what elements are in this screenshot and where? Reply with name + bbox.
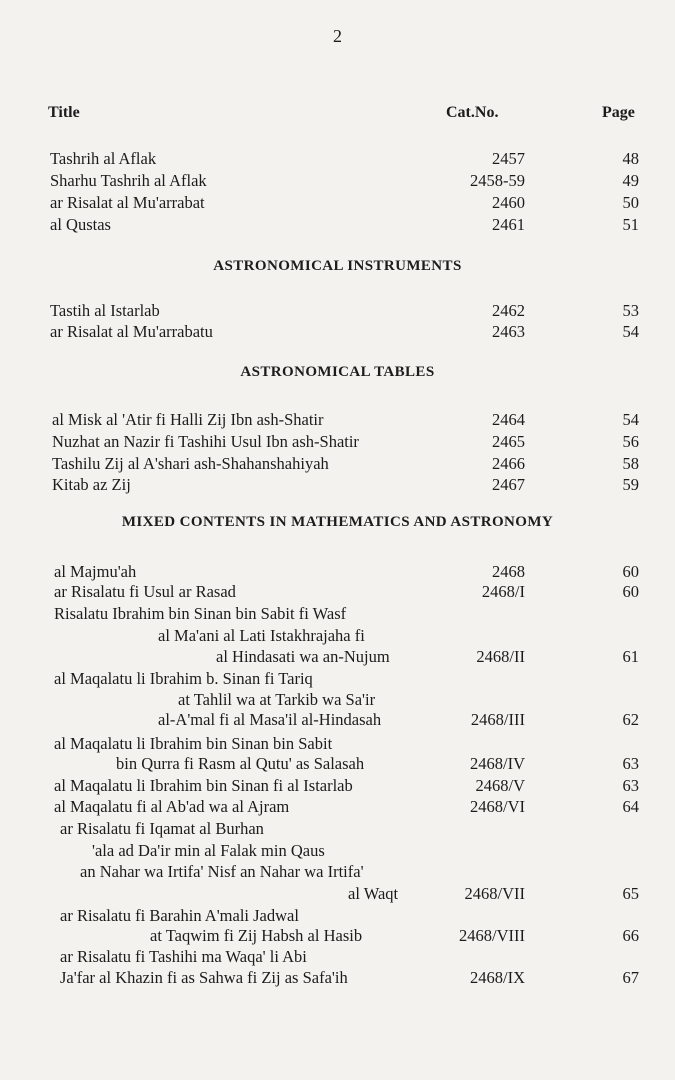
entry-title: ar Risalatu fi Tashihi ma Waqa' li Abi (60, 947, 307, 966)
section-heading: ASTRONOMICAL INSTRUMENTS (213, 258, 462, 274)
entry-title: ar Risalatu fi Iqamat al Burhan (60, 819, 264, 838)
entry-page: 59 (622, 475, 639, 494)
entry-title: al Qustas (50, 215, 111, 234)
entry-page: 64 (622, 797, 639, 816)
entry-page: 60 (622, 582, 639, 601)
list-item-continuation (0, 967, 675, 989)
page-number: 2 (333, 26, 342, 46)
list-item-continuation (0, 753, 675, 775)
entry-page: 58 (622, 454, 639, 473)
list-item (0, 581, 675, 603)
entry-title: at Tahlil wa at Tarkib wa Sa'ir (178, 690, 376, 709)
list-item (0, 300, 675, 322)
list-item (0, 668, 675, 690)
entry-page: 54 (622, 410, 639, 429)
list-item (0, 796, 675, 818)
list-item (0, 170, 675, 192)
list-item-continuation (0, 861, 675, 883)
entry-title: ar Risalatu fi Barahin A'mali Jadwal (60, 906, 299, 925)
entry-page: 63 (622, 776, 639, 795)
list-item-continuation (0, 646, 675, 668)
entry-page: 48 (622, 149, 639, 168)
list-item-continuation (0, 925, 675, 947)
entry-page: 56 (622, 432, 639, 451)
entry-title: Nuzhat an Nazir fi Tashihi Usul Ibn ash-Shatir (52, 432, 359, 451)
entry-cat-no: 2468/III (470, 710, 525, 729)
entry-title: al Maqalatu li Ibrahim b. Sinan fi Tariq (54, 669, 313, 688)
entry-page: 60 (622, 562, 639, 581)
entry-cat-no: 2468/V (475, 776, 525, 795)
entry-page: 62 (622, 710, 639, 729)
entry-title: Tashrih al Aflak (50, 149, 157, 168)
entry-cat-no: 2468/I (481, 582, 525, 601)
list-item (0, 148, 675, 170)
entry-cat-no: 2462 (492, 301, 525, 320)
entry-title: al Maqalatu li Ibrahim bin Sinan bin Sabit (54, 734, 333, 753)
entry-page: 50 (622, 193, 639, 212)
entry-title: ar Risalat al Mu'arrabatu (50, 322, 213, 341)
entry-title: Kitab az Zij (52, 475, 131, 494)
list-item (0, 321, 675, 343)
entry-cat-no: 2468/II (476, 647, 525, 666)
entry-page: 67 (622, 968, 639, 987)
list-item-continuation (0, 689, 675, 711)
list-item-continuation (0, 709, 675, 731)
entry-title: al Maqalatu li Ibrahim bin Sinan fi al Istarlab (54, 776, 353, 795)
list-item-continuation (0, 883, 675, 905)
entry-title: al Hindasati wa an-Nujum (216, 647, 390, 666)
entry-cat-no: 2468/IX (470, 968, 525, 987)
entry-page: 65 (622, 884, 639, 903)
list-item (0, 775, 675, 797)
entry-cat-no: 2460 (492, 193, 525, 212)
entry-title: Risalatu Ibrahim bin Sinan bin Sabit fi Wasf (54, 604, 347, 623)
entry-title: Tashilu Zij al A'shari ash-Shahanshahiyah (52, 454, 329, 473)
list-item (0, 603, 675, 625)
entry-title: Tastih al Istarlab (50, 301, 160, 320)
list-item (0, 192, 675, 214)
entry-cat-no: 2457 (492, 149, 525, 168)
list-item (0, 733, 675, 755)
entry-page: 54 (622, 322, 639, 341)
column-header-page: Page (602, 104, 635, 121)
entry-title: Ja'far al Khazin fi as Sahwa fi Zij as Safa'ih (60, 968, 348, 987)
list-item (0, 409, 675, 431)
entry-page: 53 (622, 301, 639, 320)
list-item (0, 214, 675, 236)
column-header-title: Title (48, 104, 80, 121)
entry-cat-no: 2466 (492, 454, 525, 473)
list-item (0, 431, 675, 453)
entry-title: al Waqt (348, 884, 399, 903)
entry-title: at Taqwim fi Zij Habsh al Hasib (150, 926, 363, 945)
list-item (0, 453, 675, 475)
list-item-continuation (0, 840, 675, 862)
section-heading: MIXED CONTENTS IN MATHEMATICS AND ASTRONOMY (121, 514, 554, 530)
entry-page: 49 (622, 171, 639, 190)
entry-cat-no: 2468/VIII (459, 926, 525, 945)
entry-title: bin Qurra fi Rasm al Qutu' as Salasah (116, 754, 365, 773)
entry-page: 63 (622, 754, 639, 773)
list-item (0, 946, 675, 968)
entry-cat-no: 2468 (492, 562, 525, 581)
entry-page: 66 (622, 926, 639, 945)
entry-cat-no: 2464 (492, 410, 525, 429)
column-header-cat-no: Cat.No. (446, 104, 499, 121)
entry-cat-no: 2461 (492, 215, 525, 234)
entry-title: ar Risalat al Mu'arrabat (50, 193, 205, 212)
list-item-continuation (0, 625, 675, 647)
entry-title: ar Risalatu fi Usul ar Rasad (54, 582, 236, 601)
list-item (0, 818, 675, 840)
entry-title: al Majmu'ah (54, 562, 137, 581)
entry-cat-no: 2458-59 (470, 171, 525, 190)
entry-cat-no: 2468/VII (464, 884, 525, 903)
entry-page: 51 (622, 215, 639, 234)
entry-title: Sharhu Tashrih al Aflak (50, 171, 207, 190)
entry-title: al Misk al 'Atir fi Halli Zij Ibn ash-Shatir (52, 410, 324, 429)
entry-title: 'ala ad Da'ir min al Falak min Qaus (92, 841, 325, 860)
entry-page: 61 (622, 647, 639, 666)
section-heading: ASTRONOMICAL TABLES (240, 364, 435, 380)
entry-cat-no: 2468/IV (470, 754, 525, 773)
entry-title: an Nahar wa Irtifa' Nisf an Nahar wa Irtifa' (80, 862, 364, 881)
entry-title: al Maqalatu fi al Ab'ad wa al Ajram (54, 797, 290, 816)
list-item (0, 561, 675, 583)
entry-title: al Ma'ani al Lati Istakhrajaha fi (158, 626, 365, 645)
entry-cat-no: 2465 (492, 432, 525, 451)
entry-title: al-A'mal fi al Masa'il al-Hindasah (158, 710, 382, 729)
entry-cat-no: 2468/VI (470, 797, 525, 816)
entry-cat-no: 2467 (492, 475, 525, 494)
list-item (0, 474, 675, 496)
list-item (0, 905, 675, 927)
entry-cat-no: 2463 (492, 322, 525, 341)
